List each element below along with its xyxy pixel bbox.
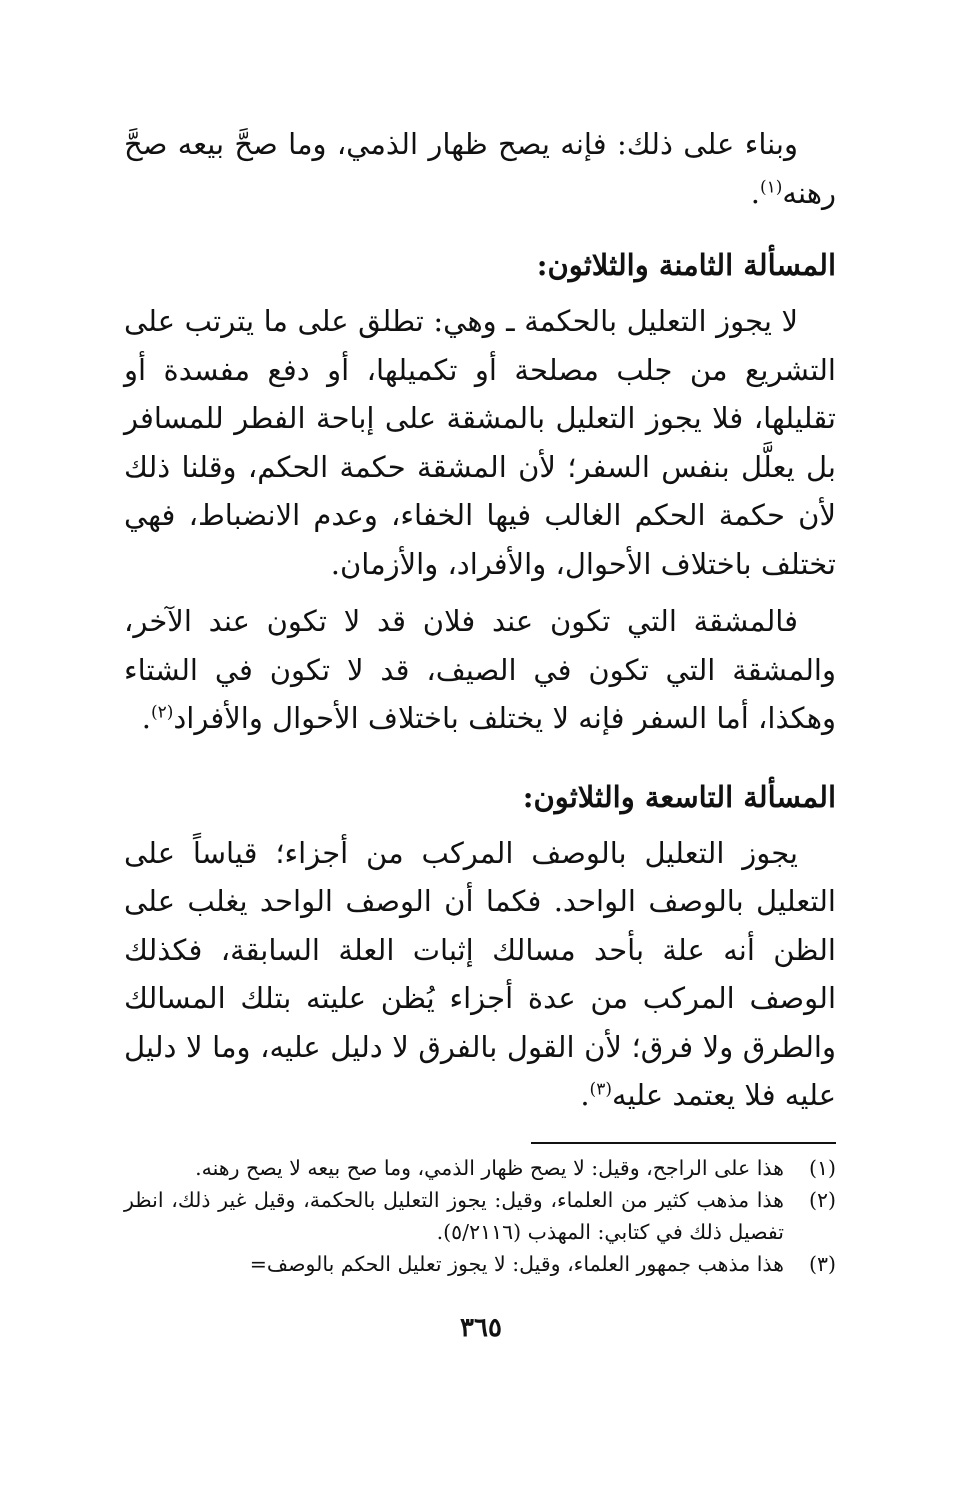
footnote-number: (١) xyxy=(808,1155,836,1180)
footnote-number: (٢) xyxy=(808,1187,836,1212)
paragraph-text: فالمشقة التي تكون عند فلان قد لا تكون عند الآخر، والمشقة التي تكون في الصيف، قد لا تكون في الشتاء وهكذا، أما السفر فإنه لا يختلف باختلاف الأحوال والأفراد xyxy=(124,604,836,735)
footnote-text: هذا مذهب كثير من العلماء، وقيل: يجوز التعليل بالحكمة، وقيل غير ذلك، انظر تفصيل ذلك في كتابي: المهذب (٥/٢١١٦). xyxy=(124,1187,784,1244)
footnote-divider xyxy=(531,1142,836,1144)
paragraph-end: . xyxy=(141,701,151,735)
footnote-text: هذا على الراجح، وقيل: لا يصح ظهار الذمي، وما صح بيعه لا يصح رهنه. xyxy=(195,1155,784,1180)
paragraph-end: . xyxy=(750,175,760,210)
paragraph-hikmah xyxy=(124,297,836,588)
paragraph-ruling-dhimmi xyxy=(124,120,836,217)
heading-issue-38: المسألة الثامنة والثلاثون: xyxy=(536,248,836,282)
paragraph-compound-attribute xyxy=(124,829,836,1120)
page-body xyxy=(124,120,836,1280)
footnote-ref-2[interactable]: (٢) xyxy=(150,702,174,723)
footnote-number: (٣) xyxy=(808,1251,836,1276)
footnote-text: هذا مذهب جمهور العلماء، وقيل: لا يجوز تعليل الحكم بالوصف= xyxy=(249,1251,784,1276)
footnote-ref-3[interactable]: (٣) xyxy=(589,1079,612,1100)
heading-issue-39: المسألة التاسعة والثلاثون: xyxy=(522,779,836,814)
paragraph-end: . xyxy=(580,1078,590,1112)
footnote-ref-1[interactable]: (١) xyxy=(759,176,783,197)
page-number: ٣٦٥ xyxy=(460,1313,502,1343)
footnote-1 xyxy=(124,1152,836,1184)
paragraph-hardship xyxy=(124,597,836,743)
paragraph-text: يجوز التعليل بالوصف المركب من أجزاء؛ قياساً على التعليل بالوصف الواحد. فكما أن الوصف الواحد يغلب على الظن أنه علة بأحد مسالك إثبات العلة السابقة، فكذلك الوصف المركب من عدة أجزاء يُظن عليته بتلك المسالك والطرق ولا فرق؛ لأن القول بالفرق لا دليل عليه، وما لا دليل عليه فلا يعتمد عليه xyxy=(124,835,836,1112)
footnote-3 xyxy=(124,1248,836,1280)
paragraph-text: لا يجوز التعليل بالحكمة ـ وهي: تطلق على ما يترتب على التشريع من جلب مصلحة أو تكميلها، أو دفع مفسدة أو تقليلها، فلا يجوز التعليل بالمشقة على إباحة الفطر للمسافر بل يعلَّل بنفس السفر؛ لأن المشقة حكمة الحكم، وقلنا ذلك لأن حكمة الحكم الغالب فيها الخفاء، وعدم الانضباط، فهي تختلف باختلاف الأحوال، والأفراد، والأزمان. xyxy=(124,304,836,581)
footnote-2 xyxy=(124,1184,836,1248)
paragraph-text: وبناء على ذلك: فإنه يصح ظهار الذمي، وما صحَّ بيعه صحَّ رهنه xyxy=(124,127,836,210)
